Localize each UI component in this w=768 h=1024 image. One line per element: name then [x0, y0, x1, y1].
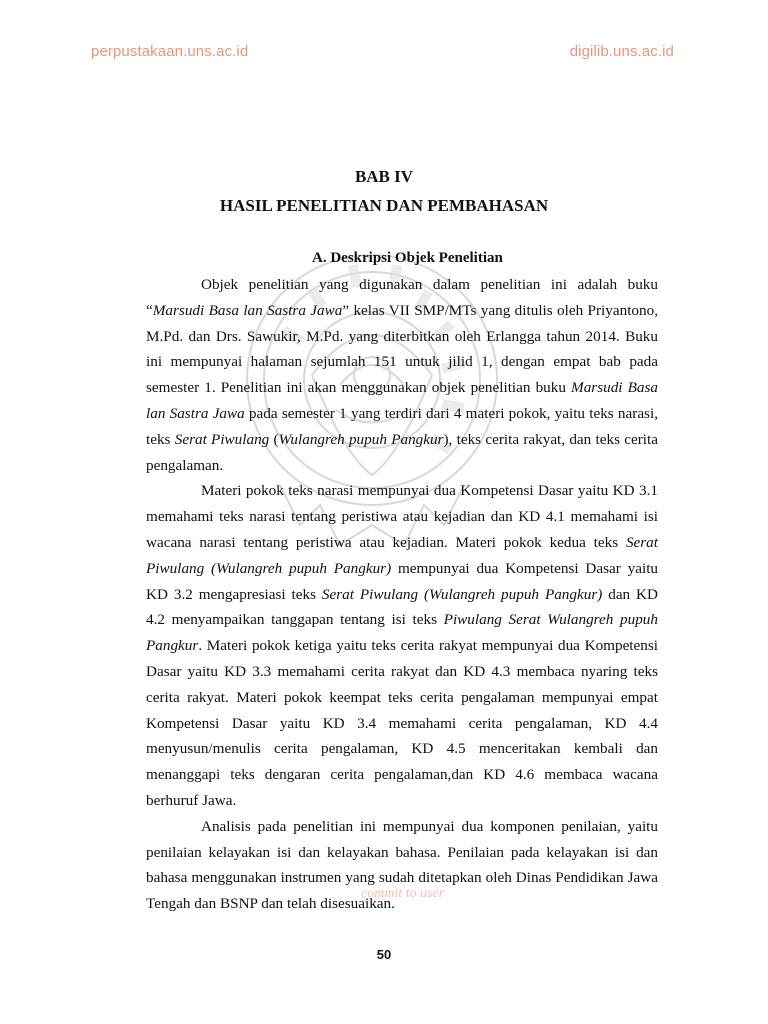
- text-run: dan KD 4.2 menyampaikan tanggapan tentang isi teks: [146, 585, 658, 629]
- italic-run: Serat Piwulang (Wulangreh pupuh Pangkur): [146, 533, 658, 577]
- chapter-number: BAB IV: [354, 167, 414, 186]
- header-link-perpustakaan[interactable]: perpustakaan.uns.ac.id: [91, 43, 249, 60]
- commit-to-user-stamp: commit to user: [361, 886, 445, 901]
- chapter-title: HASIL PENELITIAN DAN PEMBAHASAN: [219, 196, 549, 215]
- section-heading: A. Deskripsi Objek Penelitian: [312, 250, 503, 266]
- header-link-digilib[interactable]: digilib.uns.ac.id: [569, 43, 674, 60]
- text-run: Objek penelitian yang digunakan dalam penelitian ini adalah buku “: [146, 276, 658, 319]
- italic-run: Wulangreh pupuh Pangkur: [278, 430, 444, 448]
- text-run: Analisis pada penelitian ini mempunyai dua komponen penilaian, yaitu penilaian kelayakan isi dan kelayakan bahasa. Penilaian pada kelayakan isi dan bahasa menggunakan instrumen yang sudah ditetapkan oleh Dinas Pendidikan Jawa Tengah dan BSNP dan telah disesuaikan.: [146, 817, 658, 913]
- text-run: mempunyai dua Kompetensi Dasar yaitu KD 3.2 mengapresiasi teks: [146, 559, 659, 603]
- italic-run: Serat Piwulang (Wulangreh pupuh Pangkur): [321, 585, 603, 603]
- italic-run: Marsudi Basa lan Sastra Jawa: [152, 301, 343, 319]
- italic-run: Piwulang Serat Wulangreh pupuh Pangkur: [146, 611, 658, 655]
- body-text: [146, 272, 658, 917]
- italic-run: Serat Piwulang: [174, 430, 270, 448]
- text-run: . Materi pokok ketiga yaitu teks cerita rakyat mempunyai dua Kompetensi Dasar yaitu KD 3.3 memahami cerita rakyat dan KD 4.3 membaca nyaring teks cerita rakyat. Materi pokok keempat teks cerita pengalaman mempunyai empat Kompetensi Dasar yaitu KD 3.4 memahami cerita pengalaman, KD 4.4 menyusun/menulis cerita pengalaman, KD 4.5 menceritakan kembali dan menanggapi teks dengaran cerita pengalaman,dan KD 4.6 membaca wacana berhuruf Jawa.: [146, 637, 658, 809]
- text-run: ), teks cerita rakyat, dan teks cerita pengalaman.: [146, 430, 658, 474]
- text-run: ” kelas VII SMP/MTs yang ditulis oleh Priyantono, M.Pd. dan Drs. Sawukir, M.Pd. yang diterbitkan oleh Erlangga tahun 2014. Buku ini mempunyai halaman sejumlah 151 untuk jilid 1, dengan empat bab pada semester 1. Penelitian ini akan menggunakan objek penelitian buku: [146, 301, 658, 397]
- text-run: pada semester 1 yang terdiri dari 4 materi pokok, yaitu teks narasi, teks: [146, 404, 658, 448]
- text-run: Materi pokok teks narasi mempunyai dua Kompetensi Dasar yaitu KD 3.1 memahami teks narasi tentang peristiwa atau kejadian dan KD 4.1 memahami isi wacana narasi tentang peristiwa atau kejadian. Materi pokok kedua teks: [146, 482, 658, 551]
- text-run: (: [269, 430, 279, 448]
- page-number: 50: [376, 947, 392, 962]
- paragraph: [146, 272, 658, 478]
- paragraph: [146, 478, 658, 813]
- italic-run: Marsudi Basa lan Sastra Jawa: [146, 379, 658, 422]
